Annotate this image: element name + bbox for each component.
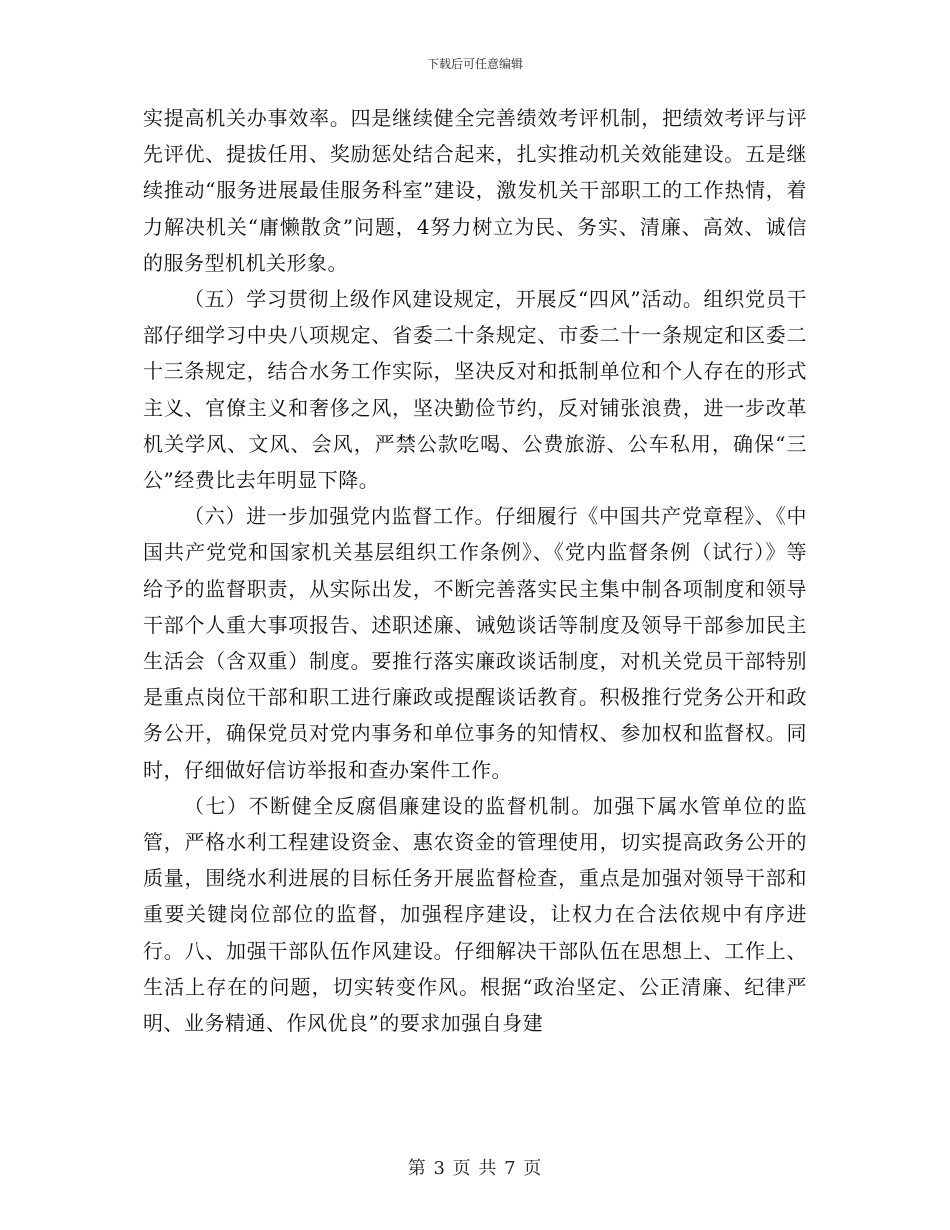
paragraph-section-6: （六）进一步加强党内监督工作。仔细履行《中国共产党章程》、《中国共产党党和国家机关基层组织工作条例》、《党内监督条例（试行）》等给予的监督职责，从实际出发，不断完善落实民主集中制各项制度和领导干部个人重大事项报告、述职述廉、诫勉谈话等制度及领导干部参加民主生活会（含双重）制度。要推行落实廉政谈话制度，对机关党员干部特别是重点岗位干部和职工进行廉政或提醒谈话教育。积极推行党务公开和政务公开，确保党员对党内事务和单位事务的知情权、参加权和监督权。同时，仔细做好信访举报和查办案件工作。 [143, 504, 807, 782]
paragraph-section-7: （七）不断健全反腐倡廉建设的监督机制。加强下属水管单位的监管，严格水利工程建设资金、惠农资金的管理使用，切实提高政务公开的质量，围绕水利进展的目标任务开展监督检查，重点是加强对领导干部和重要关键岗位部位的监督，加强程序建设，让权力在合法依规中有序进行。八、加强干部队伍作风建设。仔细解决干部队伍在思想上、工作上、生活上存在的问题，切实转变作风。根据“政治坚定、公正清廉、纪律严明、业务精通、作风优良”的要求加强自身建 [143, 793, 807, 1036]
page-number-footer: 第 3 页 共 7 页 [407, 1158, 543, 1179]
document-body [143, 100, 807, 1041]
paragraph-section-5: （五）学习贯彻上级作风建设规定，开展反“四风”活动。组织党员干部仔细学习中央八项规定、省委二十条规定、市委二十一条规定和区委二十三条规定，结合水务工作实际，坚决反对和抵制单位和个人存在的形式主义、官僚主义和奢侈之风，坚决勤俭节约，反对铺张浪费，进一步改革机关学风、文风、会风，严禁公款吃喝、公费旅游、公车私用，确保“三公”经费比去年明显下降。 [143, 287, 807, 493]
page-header-note: 下载后可任意编辑 [426, 57, 523, 71]
paragraph-continuation: 实提高机关办事效率。四是继续健全完善绩效考评机制，把绩效考评与评先评优、提拔任用、奖励惩处结合起来，扎实推动机关效能建设。五是继续推动“服务进展最佳服务科室”建设，激发机关干部职工的工作热情，着力解决机关“庸懒散贪”问题，4努力树立为民、务实、清廉、高效、诚信的服务型机机关形象。 [143, 106, 807, 275]
